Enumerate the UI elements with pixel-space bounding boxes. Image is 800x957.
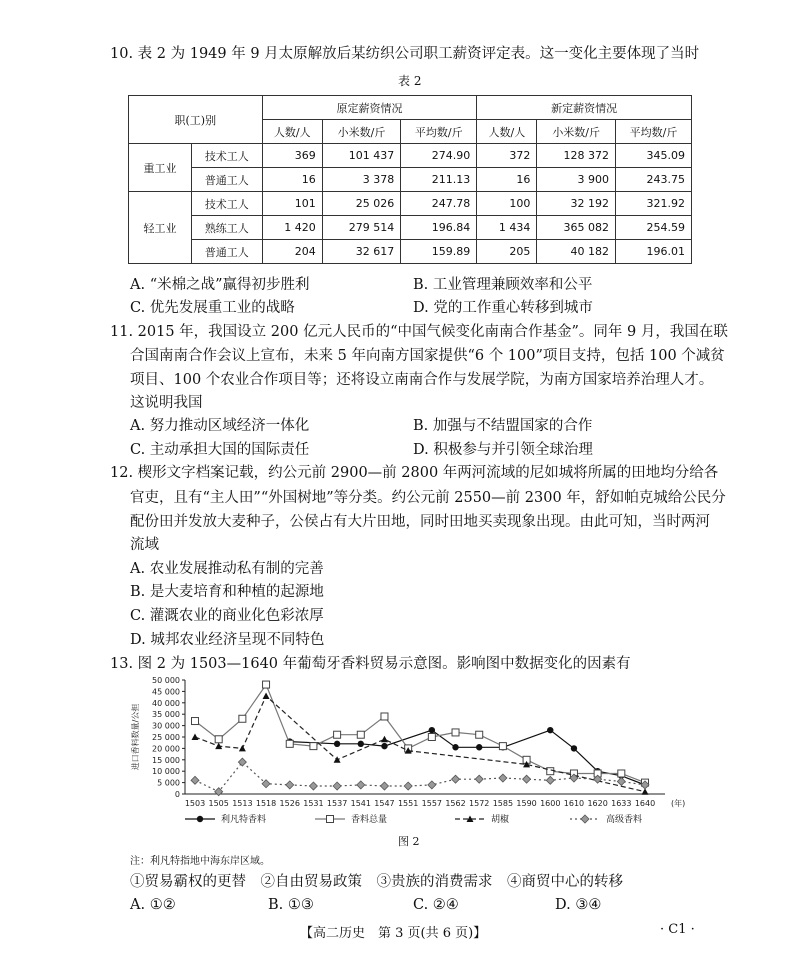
q13-option-a[interactable]: A. ①② (130, 897, 176, 913)
group-old-header: 原定薪资情况 (262, 96, 477, 120)
cell: 16 (477, 168, 537, 192)
x-tick-label: 1531 (303, 799, 324, 808)
cell: 159.89 (401, 240, 477, 264)
y-tick-label: 40 000 (152, 698, 180, 708)
cell: 32 617 (322, 240, 401, 264)
cell: 365 082 (537, 216, 616, 240)
y-tick-label: 50 000 (152, 676, 180, 685)
data-point-triangle (334, 756, 341, 763)
data-point-circle (381, 743, 387, 749)
data-point-square (286, 740, 293, 747)
x-tick-label: 1547 (374, 799, 395, 808)
q11-option-b[interactable]: B. 加强与不结盟国家的合作 (413, 418, 593, 434)
q12-option-c[interactable]: C. 灌溉农业的商业化色彩浓厚 (130, 608, 324, 624)
y-tick-label: 10 000 (152, 767, 180, 777)
q12-line: 官吏，且有“主人田”“外国树地”等分类。约公元前 2550—前 2300 年，舒如帕克城给公民分 (130, 490, 726, 506)
q12-line: 配份田并发放大麦种子，公侯占有大片田地，同时田地买卖现象出现。由此可知，当时两河 (130, 514, 710, 530)
legend-label: 高级香料 (606, 815, 643, 825)
q13-items: ①贸易霸权的更替 ②自由贸易政策 ③贵族的消费需求 ④商贸中心的转移 (130, 874, 623, 890)
data-point-circle (452, 744, 458, 750)
data-point-circle (571, 745, 577, 751)
x-tick-label: 1537 (326, 799, 348, 808)
heavy-industry-label: 重工业 (129, 144, 192, 192)
row-type: 技术工人 (192, 144, 263, 168)
x-tick-label: 1620 (587, 799, 608, 808)
data-point-triangle (239, 745, 246, 752)
data-point-diamond (286, 781, 294, 789)
row-type: 技术工人 (192, 192, 263, 216)
cell: 16 (262, 168, 322, 192)
cell: 1 420 (262, 216, 322, 240)
row-type: 熟练工人 (192, 216, 263, 240)
cell: 101 (262, 192, 322, 216)
q12-option-d[interactable]: D. 城邦农业经济呈现不同特色 (130, 632, 325, 648)
y-tick-label: 35 000 (152, 710, 180, 720)
cell: 274.90 (401, 144, 477, 168)
q11-line: 这说明我国 (130, 395, 203, 411)
y-axis-label: 进口香料数量/公担 (131, 703, 140, 771)
data-point-square (334, 731, 341, 738)
y-tick-label: 5 000 (157, 778, 180, 788)
light-industry-label: 轻工业 (129, 192, 192, 264)
q12-line: 12. 楔形文字档案记载，约公元前 2900—前 2800 年两河流域的尼如城将所属的田地均分给各 (110, 465, 719, 481)
table-corner: 职(工)别 (129, 96, 263, 144)
data-point-square (618, 770, 625, 777)
paper-code: · C1 · (660, 922, 695, 937)
q11-option-c[interactable]: C. 主动承担大国的国际责任 (130, 442, 310, 458)
data-point-triangle (263, 692, 270, 699)
cell: 40 182 (537, 240, 616, 264)
q13-stem: 13. 图 2 为 1503—1640 年葡萄牙香料贸易示意图。影响图中数据变化的因素有 (110, 656, 631, 672)
data-point-diamond (309, 782, 317, 790)
data-point-triangle (192, 734, 199, 741)
cell: 321.92 (615, 192, 691, 216)
col-total-new: 小米数/斤 (537, 120, 616, 144)
data-point-square (381, 713, 388, 720)
cell: 32 192 (537, 192, 616, 216)
x-tick-label: 1526 (279, 799, 300, 808)
row-type: 普通工人 (192, 240, 263, 264)
col-total-old: 小米数/斤 (322, 120, 401, 144)
cell: 211.13 (401, 168, 477, 192)
data-point-square (263, 681, 270, 688)
y-tick-label: 45 000 (152, 687, 180, 697)
cell: 254.59 (615, 216, 691, 240)
cell: 279 514 (322, 216, 401, 240)
x-tick-label: 1600 (540, 799, 561, 808)
cell: 1 434 (477, 216, 537, 240)
spice-trade-chart (130, 672, 700, 832)
cell: 345.09 (615, 144, 691, 168)
x-tick-label: 1513 (232, 799, 253, 808)
data-point-circle (429, 727, 435, 733)
q10-option-a[interactable]: A. “米棉之战”赢得初步胜利 (130, 277, 310, 293)
cell: 25 026 (322, 192, 401, 216)
x-tick-label: 1551 (397, 799, 419, 808)
row-type: 普通工人 (192, 168, 263, 192)
x-tick-label: 1610 (563, 799, 585, 808)
data-point-diamond (404, 782, 412, 790)
cell: 243.75 (615, 168, 691, 192)
x-tick-label: 1503 (184, 799, 206, 808)
x-tick-label: 1557 (421, 799, 443, 808)
figure-note: 注：利凡特指地中海东岸区域。 (130, 856, 270, 867)
group-new-header: 新定薪资情况 (477, 96, 692, 120)
col-avg-new: 平均数/斤 (615, 120, 691, 144)
x-tick-label: 1572 (469, 799, 490, 808)
x-tick-label: 1640 (634, 799, 656, 808)
q13-option-b[interactable]: B. ①③ (268, 897, 314, 913)
data-point-diamond (452, 775, 460, 783)
data-point-diamond (262, 780, 270, 788)
legend-label: 香料总量 (351, 815, 388, 825)
data-point-diamond (191, 776, 199, 784)
salary-table (128, 95, 692, 264)
data-point-square (476, 731, 483, 738)
cell: 369 (262, 144, 322, 168)
data-point-square (192, 718, 199, 725)
cell: 3 900 (537, 168, 616, 192)
q12-option-a[interactable]: A. 农业发展推动私有制的完善 (130, 561, 324, 577)
data-point-circle (334, 741, 340, 747)
data-point-triangle (381, 736, 388, 743)
y-tick-label: 0 (174, 790, 180, 799)
x-tick-label: 1541 (350, 799, 371, 808)
legend-marker (327, 816, 334, 823)
data-point-circle (476, 744, 482, 750)
data-point-circle (358, 741, 364, 747)
legend-label: 胡椒 (491, 815, 510, 825)
data-point-square (452, 729, 459, 736)
x-tick-label: 1518 (255, 799, 277, 808)
col-avg-old: 平均数/斤 (401, 120, 477, 144)
data-point-diamond (380, 782, 388, 790)
data-point-diamond (617, 777, 625, 785)
data-point-circle (547, 727, 553, 733)
x-tick-label: 1505 (208, 799, 229, 808)
col-count-new: 人数/人 (477, 120, 537, 144)
y-tick-label: 25 000 (152, 733, 180, 742)
data-point-square (215, 736, 222, 743)
cell: 204 (262, 240, 322, 264)
y-tick-label: 30 000 (152, 721, 180, 731)
page-footer: 【高二历史 第 3 页(共 6 页)】 (300, 926, 487, 941)
q11-option-d[interactable]: D. 积极参与并引领全球治理 (413, 442, 593, 458)
data-point-square (239, 715, 246, 722)
data-point-square (499, 743, 506, 750)
x-tick-label: 1562 (445, 799, 466, 808)
data-point-diamond (523, 775, 531, 783)
q10-stem: 10. 表 2 为 1949 年 9 月太原解放后某纺织公司职工薪资评定表。这一变化主要体现了当时 (110, 46, 700, 62)
table-title: 表 2 (398, 74, 422, 88)
data-point-square (310, 743, 317, 750)
cell: 196.01 (615, 240, 691, 264)
cell: 205 (477, 240, 537, 264)
q11-line: 项目、100 个农业合作项目等；还将设立南南合作与发展学院，为南方国家培养治理人才。 (130, 372, 714, 388)
data-point-diamond (428, 781, 436, 789)
q12-option-b[interactable]: B. 是大麦培育和种植的起源地 (130, 584, 324, 600)
q11-line: 合国南南合作会议上宣布，未来 5 年向南方国家提供“6 个 100”项目支持，包括 100 个减贫 (130, 348, 725, 364)
cell: 101 437 (322, 144, 401, 168)
legend-marker (197, 816, 203, 822)
y-tick-label: 20 000 (152, 744, 180, 754)
data-point-square (357, 731, 364, 738)
cell: 372 (477, 144, 537, 168)
q10-option-c[interactable]: C. 优先发展重工业的战略 (130, 300, 295, 316)
x-tick-label: 1590 (516, 799, 537, 808)
data-point-diamond (357, 781, 365, 789)
cell: 128 372 (537, 144, 616, 168)
x-axis-label: (年) (671, 799, 686, 808)
cell: 3 378 (322, 168, 401, 192)
x-tick-label: 1633 (611, 799, 632, 808)
cell: 247.78 (401, 192, 477, 216)
q13-option-d[interactable]: D. ③④ (555, 897, 602, 913)
data-point-diamond (546, 776, 554, 784)
q11-line: 11. 2015 年，我国设立 200 亿元人民币的“中国气候变化南南合作基金”。同年 9 月，我国在联 (110, 324, 728, 340)
data-point-diamond (333, 782, 341, 790)
cell: 196.84 (401, 216, 477, 240)
figure-caption: 图 2 (398, 835, 420, 848)
col-count-old: 人数/人 (262, 120, 322, 144)
q13-option-c[interactable]: C. ②④ (413, 897, 459, 913)
cell: 100 (477, 192, 537, 216)
data-point-diamond (499, 774, 507, 782)
q10-option-b[interactable]: B. 工业管理兼顾效率和公平 (413, 277, 593, 293)
legend-marker (581, 815, 589, 823)
q10-option-d[interactable]: D. 党的工作重心转移到城市 (413, 300, 593, 316)
x-tick-label: 1585 (492, 799, 514, 808)
data-point-square (428, 734, 435, 741)
legend-label: 利凡特香料 (221, 815, 267, 825)
y-tick-label: 15 000 (152, 755, 180, 765)
q11-option-a[interactable]: A. 努力推动区域经济一体化 (130, 418, 310, 434)
q12-line: 流域 (130, 537, 159, 553)
data-point-diamond (475, 775, 483, 783)
